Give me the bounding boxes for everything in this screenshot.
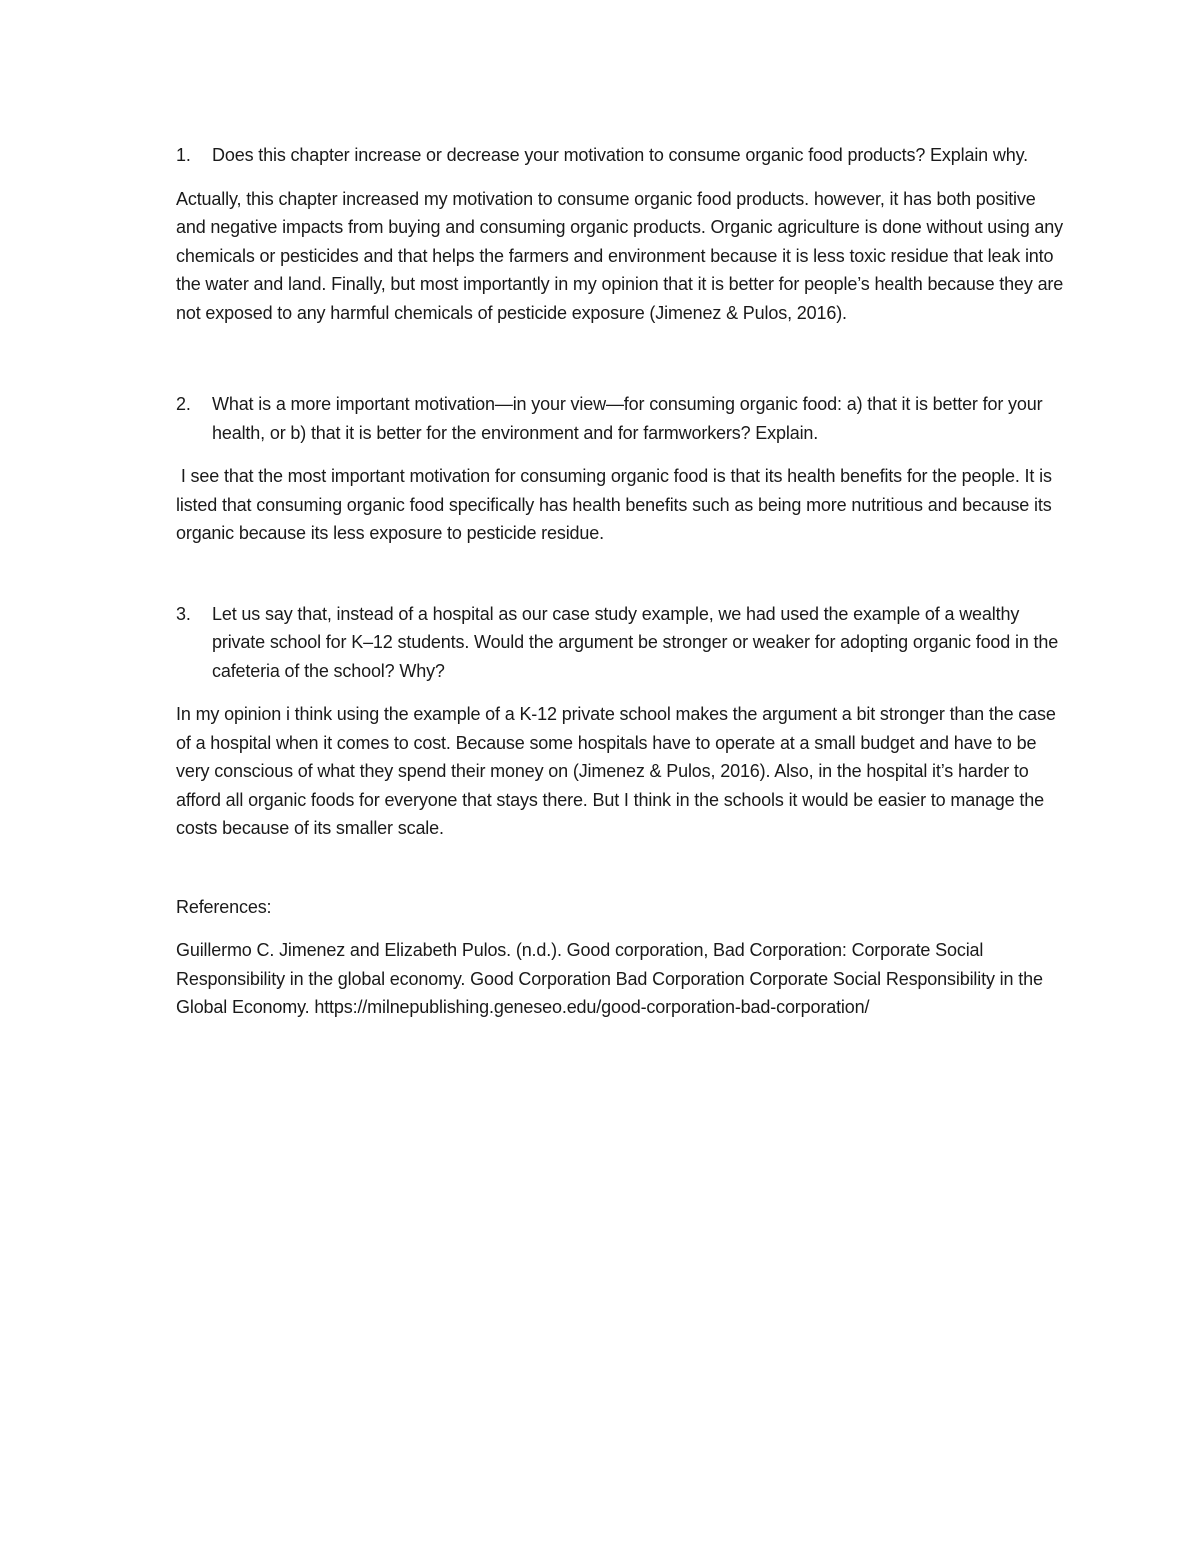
document-body (176, 141, 1066, 1022)
question-3 (176, 600, 1066, 686)
question-number: 1. (176, 145, 191, 165)
answer-2: I see that the most important motivation for consuming organic food is that its health benefits for the people. It is listed that consuming organic food specifically has health benefits such as being more nutritious and because its organic because its less exposure to pesticide residue. (176, 466, 1057, 543)
answer-3: In my opinion i think using the example of a K-12 private school makes the argument a bit stronger than the case of a hospital when it comes to cost. Because some hospitals have to operate at a small budget and have to be very conscious of what they spend their money on (Jimenez & Pulos, 2016). Also, in the hospital it’s harder to afford all organic foods for everyone that stays there. But I think in the schools it would be easier to manage the costs because of its smaller scale. (176, 704, 1056, 838)
question-number: 3. (176, 603, 191, 624)
question-text: What is a more important motivation—in your view—for consuming organic food: a) that it is better for your health, or b) that it is better for the environment and for farmworkers? Explain. (212, 394, 1043, 443)
question-text: Does this chapter increase or decrease your motivation to consume organic food products? Explain why. (212, 145, 1028, 165)
question-text: Let us say that, instead of a hospital as our case study example, we had used the example of a wealthy private school for K–12 students. Would the argument be stronger or weaker for adopting organic food in the cafeteria of the school? Why? (212, 603, 1059, 681)
question-1 (176, 141, 1066, 170)
question-2 (176, 390, 1066, 447)
answer-1: Actually, this chapter increased my motivation to consume organic food products. however, it has both positive and negative impacts from buying and consuming organic products. Organic agriculture is done without using any chemicals or pesticides and that helps the farmers and environment because it is less toxic residue that leak into the water and land. Finally, but most importantly in my opinion that it is better for people’s health because they are not exposed to any harmful chemicals of pesticide exposure (Jimenez & Pulos, 2016). (176, 188, 1064, 323)
reference-entry: Guillermo C. Jimenez and Elizabeth Pulos. (n.d.). Good corporation, Bad Corporation: Corporate Social Responsibility in the global economy. Good Corporation Bad Corporation Corporate Social Responsibility in the Global Economy. https://milnepublishing.geneseo.edu/good-corporation-bad-corporation/ (176, 940, 1043, 1017)
question-number: 2. (176, 394, 191, 414)
references-heading: References: (176, 896, 272, 917)
